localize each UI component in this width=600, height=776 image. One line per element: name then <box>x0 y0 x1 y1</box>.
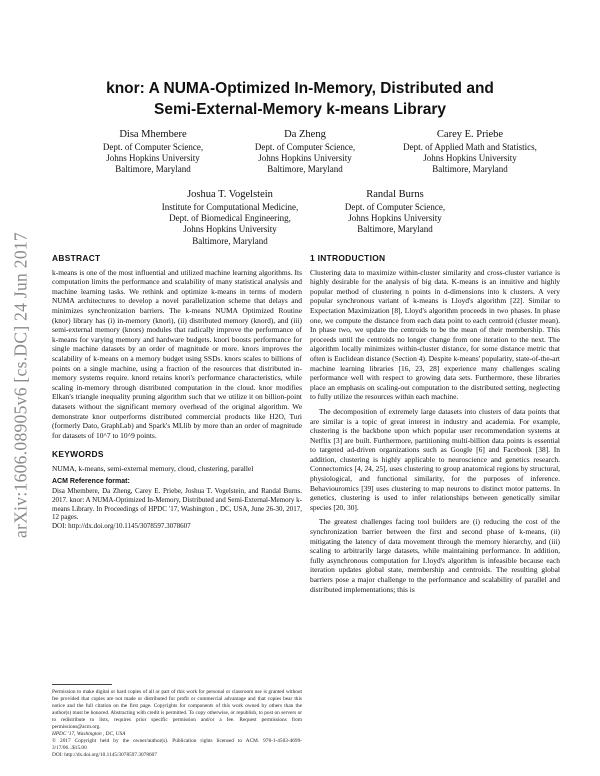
abstract-heading: ABSTRACT <box>52 253 101 263</box>
author-affiliation: Johns Hopkins University <box>423 153 517 164</box>
author-affiliation: Johns Hopkins University <box>106 153 200 164</box>
arxiv-stamp: arXiv:1606.08905v6 [cs.DC] 24 Jun 2017 <box>10 232 31 538</box>
author-block-2 <box>230 128 380 176</box>
author-affiliation: Johns Hopkins University <box>348 213 442 224</box>
author-affiliation: Baltimore, Maryland <box>115 164 191 175</box>
author-affiliation: Dept. of Computer Science, <box>344 202 446 212</box>
keywords-heading: KEYWORDS <box>52 449 104 460</box>
intro-paragraph-1: Clustering data to maximize within-cluster similarity and cross-cluster variance is highly desirable for the analysis of big data. K-means is an intuitive and highly popular method of clustering n points in d-dimensions into k clusters. A very popular synchronous variant of k-means is Lloyd's algorithm [22]. Similar to Expectation Maximization [8], Lloyd's algorithm proceeds in two phases. In phase one, we compute the distance from each data point to each centroid (cluster mean). In phase two, we update the centroids to be the mean of their membership. This proceeds until the centroids no longer change from one iteration to the next. The algorithm locally minimizes within-cluster distance, for some distance metric that often is Euclidean distance (Section 4). Despite k-means' popularity, state-of-the-art machine learning libraries [16, 23, 28] experience many challenges scaling performance well with respect to growing data sets. Furthermore, these libraries place an emphasis on scaling-out computation to the distributed setting, neglecting to fully utilize the resources within each machine. <box>310 267 560 402</box>
author-affiliation: Johns Hopkins University <box>258 153 352 164</box>
footnote-rule <box>52 684 112 685</box>
author-block-5 <box>315 188 475 236</box>
paper-title <box>60 78 540 120</box>
author-affiliation: Baltimore, Maryland <box>267 164 343 175</box>
permission-copyright: © 2017 Copyright held by the owner/author(s). Publication rights licensed to ACM. 978-1-4503-4699-3/17/06...$15.00 <box>52 738 302 751</box>
title-line-1: knor: A NUMA-Optimized In-Memory, Distributed and <box>106 80 494 97</box>
abstract-text: k-means is one of the most influential and utilized machine learning algorithms. Its computation limits the performance and scalability of many statistical analysis and machine learning tasks. We rethink and optimize k-means in terms of modern NUMA architectures to develop a novel parallelization scheme that delays and minimizes synchronization barriers. The k-means NUMA Optimized Routine (knor) library has (i) in-memory (knori), (ii) distributed memory (knord), and (iii) semi-external memory (knors) modules that radically improve the performance of k-means for varying memory and hardware budgets. knori boosts performance for single machine datasets by an order of magnitude or more. knors improves the scalability of k-means on a memory budget using SSDs. knors scales to billions of points on a single machine, using a fraction of the resources that distributed in-memory systems require. knord retains knori's performance characteristics, while scaling in-memory through distributed computation in the cloud. knor modifies Elkan's triangle inequality pruning algorithm such that we utilize it on billion-point datasets without the significant memory overhead of the original algorithm. We demonstrate knor outperforms distributed commercial products like H2O, Turi (formerly Dato, GraphLab) and Spark's MLlib by more than an order of magnitude for datasets of 10^7 to 10^9 points. <box>52 267 302 440</box>
title-line-2: Semi-External-Memory k-means Library <box>153 101 447 118</box>
permission-venue: HPDC '17, Washington , DC, USA <box>52 731 126 737</box>
permission-notice <box>52 689 302 759</box>
author-name: Joshua T. Vogelstein <box>187 189 273 200</box>
author-affiliation: Dept. of Biomedical Engineering, <box>169 213 291 224</box>
author-name: Randal Burns <box>366 189 424 200</box>
keywords-text: NUMA, k-means, semi-external memory, cloud, clustering, parallel <box>52 463 254 473</box>
acm-reference-text: Disa Mhembere, Da Zheng, Carey E. Priebe, Joshua T. Vogelstein, and Randal Burns. 2017. knor: A NUMA-Optimized In-Memory, Distributed and Semi-External-Memory k-means Library. In Proceedings of HPDC '17, Washington , DC, USA, June 26-30, 2017, 12 pages. <box>52 487 302 522</box>
right-column <box>310 254 560 594</box>
author-name: Da Zheng <box>284 129 326 140</box>
left-column <box>52 254 302 531</box>
author-block-1 <box>78 128 228 176</box>
introduction-heading: 1 INTRODUCTION <box>310 253 386 263</box>
permission-text: Permission to make digital or hard copies of all or part of this work for personal or classroom use is granted without fee provided that copies are not made or distributed for profit or commercial advantage and that copies bear this notice and the full citation on the first page. Copyrights for components of this work owned by others than the author(s) must be honored. Abstracting with credit is permitted. To copy otherwise, or republish, to post on servers or to redistribute to lists, requires prior specific permission and/or a fee. Request permissions from permissions@acm.org. <box>52 689 302 730</box>
permission-doi: DOI: http://dx.doi.org/10.1145/3078597.3078607 <box>52 752 157 758</box>
author-affiliation: Johns Hopkins University <box>183 224 277 235</box>
author-block-3 <box>385 128 555 176</box>
author-affiliation: Institute for Computational Medicine, <box>161 202 299 212</box>
author-affiliation: Baltimore, Maryland <box>432 164 508 175</box>
author-affiliation: Dept. of Computer Science, <box>254 142 356 152</box>
author-affiliation: Dept. of Applied Math and Statistics, <box>403 142 537 152</box>
author-affiliation: Baltimore, Maryland <box>357 224 433 235</box>
intro-paragraph-3: The greatest challenges facing tool builders are (i) reducing the cost of the synchronization barrier between the first and second phase of k-means, (ii) mitigating the latency of data movement through the memory hierarchy, and (iii) scaling to arbitrarily large datasets, while maintaining performance. In addition, fully asynchronous computation for Lloyd's algorithm is infeasible because each iteration updates global state, membership and centroids. The resulting global barriers pose a major challenge to the performance and scalability of parallel and distributed implementations; this is <box>310 517 560 594</box>
author-block-4 <box>145 188 315 247</box>
acm-reference-doi: DOI: http://dx.doi.org/10.1145/3078597.3078607 <box>52 522 191 531</box>
intro-paragraph-2: The decomposition of extremely large datasets into clusters of data points that are similar is a topic of great interest in industry and academia. For example, clustering is the backbone upon which popular user recommendation systems at Netflix [3] are built. Furthermore, partitioning multi-billion data points is essential to targeted ad-driven organizations such as Google [6] and Facebook [38]. In addition, clustering is highly applicable to neuroscience and genetics research. Connectomics [4, 24, 25], uses clustering to group anatomical regions by structural, physiological, and functional similarity, for the purposes of inference. Behaviouromics [39] uses clustering to map neurons to distinct motor patterns. In genetics, clustering is used to infer relationships between genetically similar species [20, 30]. <box>310 406 560 512</box>
author-name: Carey E. Priebe <box>436 129 504 140</box>
author-name: Disa Mhembere <box>119 129 187 140</box>
author-affiliation: Baltimore, Maryland <box>192 235 268 246</box>
acm-reference-heading: ACM Reference format: <box>52 478 130 486</box>
author-affiliation: Dept. of Computer Science, <box>102 142 204 152</box>
